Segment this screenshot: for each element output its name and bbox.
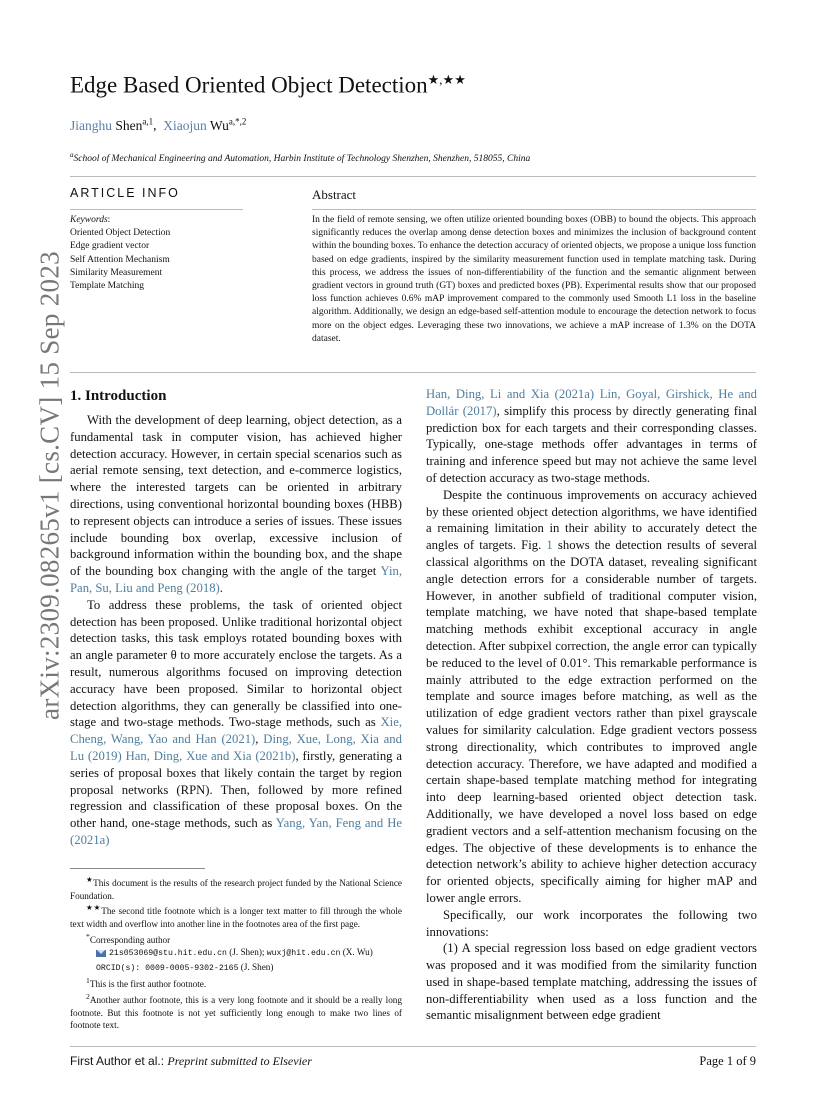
arxiv-sidebar-stamp: arXiv:2309.08265v1 [cs.CV] 15 Sep 2023: [34, 251, 65, 720]
footnotes: [70, 874, 402, 1032]
header-divider: [70, 176, 756, 177]
footer-author: First Author et al.: Preprint submitted to Elsevier: [70, 1054, 312, 1068]
footnote: $^1$This is the first author footnote.: [86, 976, 207, 990]
keywords-block: Keywords: Oriented Object Detection Edge gradient vector Self Attention Mechanism Similarity Measurement Template Matching: [70, 214, 270, 293]
title-footnote-marks: ★,★★: [427, 72, 466, 87]
orcid-link[interactable]: 0009-0005-9302-2165: [145, 963, 239, 973]
author-1[interactable]: Jianghu Shen$^{a,1}$: [70, 116, 154, 133]
author-2[interactable]: Xiaojun $Wu^{a,*,2}$: [163, 116, 247, 133]
keyword-item: Self Attention Mechanism: [70, 254, 170, 265]
keyword-item: Template Matching: [70, 281, 144, 292]
abstract-text: In the field of remote sensing, we often utilize oriented bounding boxes (OBB) to bound the objects. This approach significantly reduces the overlap among dense detection boxes and minimizes the inclusion of background content within the bounding boxes. To enhance the detection accuracy of oriented objects, we propose a unique loss function based on edge gradients, inspired by the similarity measurement function used in template matching task. During this process, we address the issues of non-differentiability of the function and the semantic alignment between gradient vectors in ground truth (GT) boxes and predicted boxes (PB). Experimental results show that our proposed loss function achieves 0.6% mAP improvement compared to the commonly used Smooth L1 loss in the baseline algorithm. Additionally, we design an edge-based self-attention module to encourage the detection network to focus more on the object edges. Leveraging these two innovations, we achieve a mAP increase of 1.3% on the DOTA dataset.: [312, 215, 756, 344]
body-column-right: [426, 386, 757, 1024]
footnote: *Corresponding author: [86, 931, 171, 945]
footnote-orcid: ORCID(s): 0009-0005-9302-2165 (J. Shen): [96, 961, 274, 973]
keyword-item: Oriented Object Detection: [70, 228, 171, 239]
paragraph: Despite the continuous improvements on accuracy achieved by these oriented object detection algorithms, we have identified a remaining limitation in their ability to accurately detect the angles of targets. Fig. 1 shows the detection results of several classical algorithms on the DOTA dataset, revealing significant angle detection errors for a considerable number of targets. However, in another subfield of traditional computer vision, template matching, we have noted that shape-based template matching methods exhibit exceptional accuracy in angle detection. After subpixel correction, the angle error can typically be reduced to the level of 0.01°. This remarkable performance is mainly attributed to the edge extraction performed on the template and source images before matching, as well as the utilization of edge gradient vectors rather than pixel grayscale values for similarity calculation. Edge gradient vectors possess strong directionality, which contributes to improved angle detection accuracy. Therefore, we have adapted and modified a certain shape-based template matching method for integrating into deep learning-based oriented object detection task. Additionally, we have developed a novel loss based on edge gradient vectors and a self-attention mechanism focusing on the edges. The objective of these developments is to enhance the detection network’s ability to achieve higher detection accuracy for oriented objects, specifically aiming for higher mAP and lower angle errors.: [426, 487, 757, 905]
paper-title: Edge Based Oriented Object Detection★,★★: [70, 72, 466, 98]
abstract-heading: Abstract: [312, 187, 357, 202]
paragraph: With the development of deep learning, object detection, as a fundamental task in computer vision, has achieved higher detection accuracy. However, in certain special scenarios such as aerial remote sensing, text detection, and e-commerce logistics, where the interested targets can be oriented in arbitrary directions, using conventional horizontal bounding boxes (HBB) to represent objects can introduce a series of issues. These issues include bounding box overlap, excessive inclusion of background information within the bounding box, and the shape of the bounding box changing with the angle of the target Yin, Pan, Su, Liu and Peng (2018).: [70, 413, 402, 595]
paragraph: Specifically, our work incorporates the following two innovations:: [426, 907, 757, 939]
citation-link[interactable]: Yin, Pan, Su, Liu and Peng (2018): [70, 564, 402, 595]
page-number: Page 1 of 9: [699, 1054, 756, 1068]
footnote-divider: [70, 868, 205, 869]
abstract-end-divider: [70, 372, 756, 373]
footer-divider: [70, 1046, 756, 1047]
keywords-label: Keywords: [70, 215, 108, 225]
paragraph: Han, Ding, Li and Xia (2021a) Lin, Goyal, Girshick, He and Dollár (2017), simplify this process by directly generating final prediction box for each targets and their corresponding classes. Typically, one-stage methods offer advantages in terms of training and inference speed but may not achieve the same level of detection accuracy as two-stage methods.: [426, 387, 757, 485]
keyword-item: Similarity Measurement: [70, 267, 163, 278]
footnote-emails: 21s053069@stu.hit.edu.cn (J. Shen); wuxj@hit.edu.cn (X. Wu): [70, 946, 402, 961]
abstract-divider: [312, 209, 756, 210]
article-info-divider: [70, 209, 243, 210]
footnote: $^2$Another author footnote, this is a very long footnote and it should be a really long footnote. But this footnote is not yet sufficiently long enough to make two lines of footnote text.: [70, 992, 402, 1031]
article-info-heading: ARTICLE INFO: [70, 186, 180, 200]
email-link[interactable]: wuxj@hit.edu.cn: [266, 949, 341, 959]
affiliation: $^a$School of Mechanical Engineering and Automation, Harbin Institute of Technology Shenzhen, Shenzhen, 518055, China: [70, 151, 531, 165]
author-list: Jianghu Shen$^{a,1}$, Xiaojun $Wu^{a,*,2}$: [70, 116, 247, 133]
paragraph: (1) A special regression loss based on edge gradient vectors was proposed and it was modified from the similarity function used in shape-based template matching, addressing the issues of non-differentiability when used as a loss function and the semantic misalignment between edge gradient: [426, 941, 757, 1023]
body-column-left: [70, 412, 402, 849]
footnote: ★This document is the results of the research project funded by the National Science Foundation.: [70, 875, 402, 901]
citation-link[interactable]: Yang, Yan, Feng and He (2021a): [70, 816, 402, 847]
envelope-icon: [96, 950, 106, 957]
keyword-item: Edge gradient vector: [70, 241, 150, 252]
footnote: ★★The second title footnote which is a longer text matter to fill through the whole text width and overflow into another line in the footnotes area of the first page.: [70, 903, 402, 929]
email-link[interactable]: 21s053069@stu.hit.edu.cn: [109, 949, 227, 959]
figure-link[interactable]: 1: [546, 538, 553, 553]
citation-link[interactable]: Han, Ding, Li and Xia (2021a) Lin, Goyal, Girshick, He and Dollár (2017): [426, 387, 757, 418]
section-heading-introduction: 1. Introduction: [70, 388, 167, 404]
paragraph: To address these problems, the task of oriented object detection has been proposed. Unlike traditional horizontal object detection tasks, this task employs rotated bounding boxes with an angle parameter θ to more accurately enclose the targets. As a result, numerous algorithms focused on improving detection accuracy have been proposed. Similar to horizontal object detection algorithms, they can generally be classified into one-stage and two-stage methods. Two-stage methods, such as Xie, Cheng, Wang, Yao and Han (2021), Ding, Xue, Long, Xia and Lu (2019) Han, Ding, Xue and Xia (2021b), firstly, generating a series of proposal boxes that likely contain the target by region proposal networks (RPN). Then, followed by more refined regression and classification of these proposal boxes. On the other hand, one-stage methods, such as Yang, Yan, Feng and He (2021a): [70, 597, 402, 847]
citation-link[interactable]: Ding, Xue, Long, Xia and Lu (2019) Han, Ding, Xue and Xia (2021b): [70, 732, 402, 763]
citation-link[interactable]: Xie, Cheng, Wang, Yao and Han (2021): [70, 715, 402, 747]
